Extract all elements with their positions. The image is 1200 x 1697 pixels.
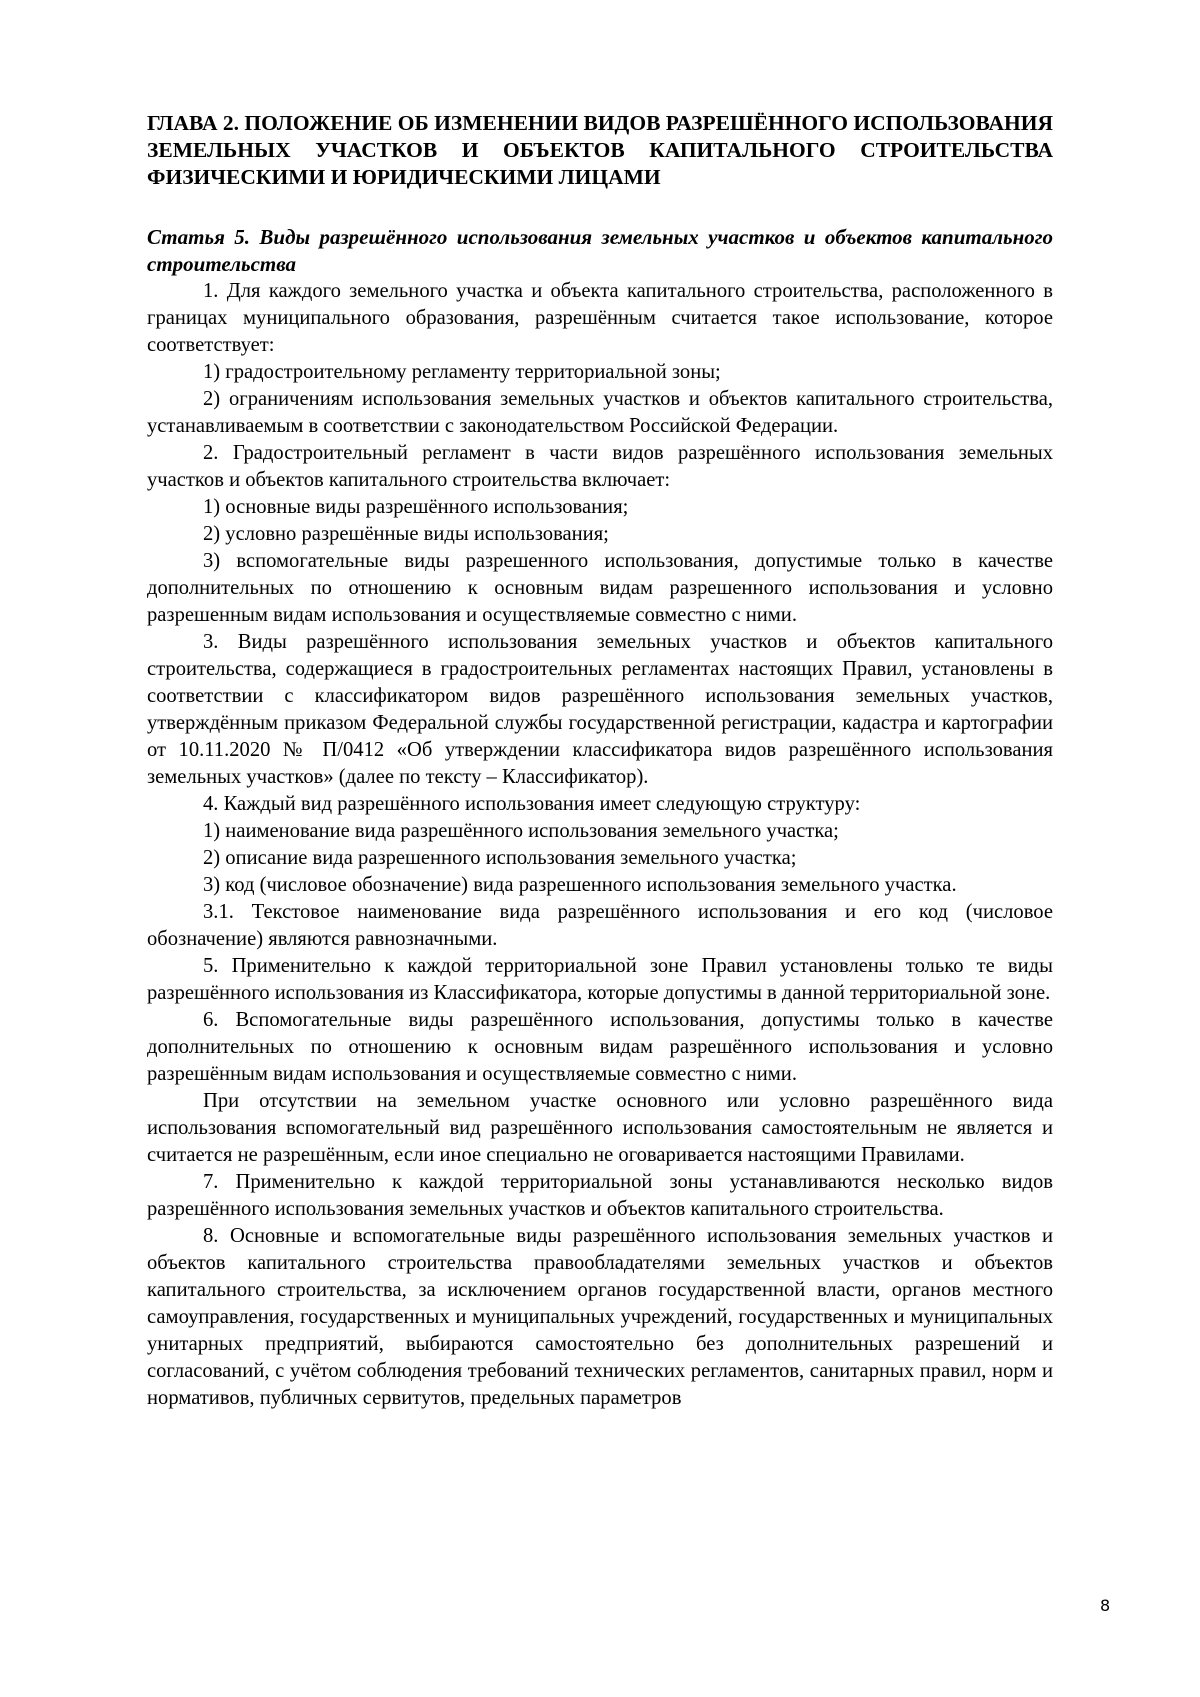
paragraph: 2. Градостроительный регламент в части видов разрешённого использования земельных участков и объектов капитального строительства включает: bbox=[147, 442, 1053, 491]
paragraph: 2) ограничениям использования земельных участков и объектов капитального строительства, устанавливаемым в соответствии с законодательством Российской Федерации. bbox=[147, 388, 1053, 437]
article-body bbox=[147, 278, 1053, 1412]
paragraph: 3) код (числовое обозначение) вида разрешенного использования земельного участка. bbox=[203, 874, 957, 896]
paragraph: 3) вспомогательные виды разрешенного использования, допустимые только в качестве дополнительных по отношению к основным видам разрешенного использования и условно разрешенным видам использования и осуществляемые совместно с ними. bbox=[147, 550, 1053, 626]
paragraph: 6. Вспомогательные виды разрешённого использования, допустимы только в качестве дополнительных по отношению к основным видам разрешённого использования и условно разрешённым видам использования и осуществляемые совместно с ними. bbox=[147, 1009, 1053, 1085]
paragraph: 3. Виды разрешённого использования земельных участков и объектов капитального строительства, содержащиеся в градостроительных регламентах настоящих Правил, установлены в соответствии с классификатором видов разрешённого использования земельных участков, утверждённым приказом Федеральной службы государственной регистрации, кадастра и картографии от 10.11.2020 № П/0412 «Об утверждении классификатора видов разрешённого использования земельных участков» (далее по тексту – Классификатор). bbox=[147, 631, 1053, 788]
paragraph: 8. Основные и вспомогательные виды разрешённого использования земельных участков и объектов капитального строительства правообладателями земельных участков и объектов капитального строительства, за исключением органов государственной власти, органов местного самоуправления, государственных и муниципальных учреждений, государственных и муниципальных унитарных предприятий, выбираются самостоятельно без дополнительных разрешений и согласований, с учётом соблюдения требований технических регламентов, санитарных правил, норм и нормативов, публичных сервитутов, предельных параметров bbox=[147, 1225, 1053, 1409]
article-title: Статья 5. Виды разрешённого использования земельных участков и объектов капитального строительства bbox=[147, 225, 1053, 276]
paragraph: 2) условно разрешённые виды использования; bbox=[203, 523, 609, 545]
paragraph: 5. Применительно к каждой территориальной зоне Правил установлены только те виды разрешённого использования из Классификатора, которые допустимы в данной территориальной зоне. bbox=[147, 955, 1053, 1004]
paragraph: 2) описание вида разрешенного использования земельного участка; bbox=[203, 847, 797, 869]
paragraph: При отсутствии на земельном участке основного или условно разрешённого вида использования вспомогательный вид разрешённого использования самостоятельным не является и считается не разрешённым, если иное специально не оговаривается настоящими Правилами. bbox=[147, 1090, 1053, 1166]
chapter-title: ГЛАВА 2. ПОЛОЖЕНИЕ ОБ ИЗМЕНЕНИИ ВИДОВ РАЗРЕШЁННОГО ИСПОЛЬЗОВАНИЯ ЗЕМЕЛЬНЫХ УЧАСТКОВ И ОБЪЕКТОВ КАПИТАЛЬНОГО СТРОИТЕЛЬСТВА ФИЗИЧЕСКИМИ И ЮРИДИЧЕСКИМИ ЛИЦАМИ bbox=[147, 111, 1053, 189]
document-page bbox=[147, 110, 1053, 1412]
page-number: 8 bbox=[1100, 1596, 1111, 1615]
paragraph: 4. Каждый вид разрешённого использования имеет следующую структуру: bbox=[203, 793, 861, 815]
paragraph: 1) градостроительному регламенту территориальной зоны; bbox=[203, 361, 721, 383]
paragraph: 1) основные виды разрешённого использования; bbox=[203, 496, 629, 518]
paragraph: 7. Применительно к каждой территориальной зоны устанавливаются несколько видов разрешённого использования земельных участков и объектов капитального строительства. bbox=[147, 1171, 1053, 1220]
paragraph: 3.1. Текстовое наименование вида разрешённого использования и его код (числовое обозначение) являются равнозначными. bbox=[147, 901, 1053, 950]
paragraph: 1) наименование вида разрешённого использования земельного участка; bbox=[203, 820, 839, 842]
paragraph: 1. Для каждого земельного участка и объекта капитального строительства, расположенного в границах муниципального образования, разрешённым считается такое использование, которое соответствует: bbox=[147, 280, 1053, 356]
